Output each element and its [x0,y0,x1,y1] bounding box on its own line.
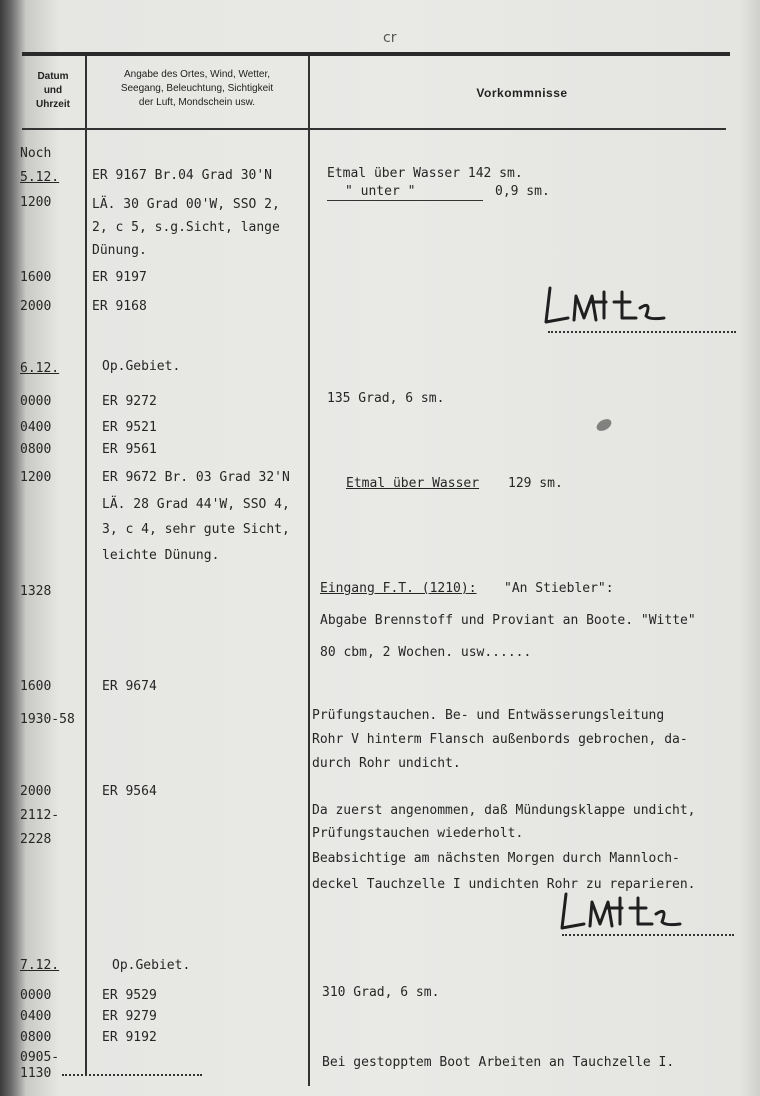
header-col2-line: Seegang, Beleuchtung, Sichtigkeit [120,83,274,94]
date-6-12: 6.12. [20,361,60,376]
page-mark: cr [383,30,397,46]
position-1600: ER 9674 [102,679,157,694]
etmal-value: 129 sm. [508,476,563,491]
event-line: durch Rohr undicht. [312,756,461,771]
ink-stain [595,417,614,434]
position-1200: ER 9672 Br. 03 Grad 32'N [102,470,290,485]
dotted-line [62,1074,202,1076]
etmal-under-value: 0,9 sm. [495,184,550,199]
time-1200: 1200 [20,470,52,485]
radio-message-body: 80 cbm, 2 Wochen. usw...... [320,645,532,660]
weather-line: 2, c 5, s.g.Sicht, lange [92,220,280,235]
time-1130: 1130 [20,1066,52,1081]
header-date-time [22,70,84,112]
radio-message-label: Eingang F.T. (1210): [320,581,477,596]
signature-witte [556,886,686,936]
time-2228: 2228 [20,832,52,847]
radio-message-recipient: "An Stiebler": [504,581,614,596]
location-op-gebiet: Op.Gebiet. [102,359,181,374]
event-line: Beabsichtige am nächsten Morgen durch Mannloch- [312,851,680,866]
time-2000: 2000 [20,784,52,799]
time-0905: 0905- [20,1050,60,1065]
time-1200: 1200 [20,195,52,210]
position-0800: ER 9561 [102,442,157,457]
header-col1-line: Datum [37,71,69,82]
etmal-under-label: " unter " [345,184,416,199]
time-2000: 2000 [20,299,52,314]
header-rule [22,128,726,130]
etmal-over-water: Etmal über Wasser 142 sm. [327,166,523,181]
position-0000: ER 9272 [102,394,157,409]
event-line: Rohr V hinterm Flansch außenbords gebrochen, da- [312,732,688,747]
header-col2-line: der Luft, Mondschein usw. [138,97,256,108]
weather-line: leichte Dünung. [102,548,220,563]
time-1600: 1600 [20,679,52,694]
position-5-12: ER 9167 Br.04 Grad 30'N [92,168,273,183]
time-0400: 0400 [20,420,52,435]
position-0800: ER 9192 [102,1030,157,1045]
signature-witte [540,278,670,328]
time-0400: 0400 [20,1009,52,1024]
event-line: Prüfungstauchen wiederholt. [312,826,524,841]
etmal-label: Etmal über Wasser [346,476,480,491]
top-rule [22,52,730,56]
radio-message-body: Abgabe Brennstoff und Proviant an Boote. "Witte" [320,613,696,628]
weather-line: LÄ. 30 Grad 00'W, SSO 2, [92,197,280,212]
header-col2-line: Angabe des Ortes, Wind, Wetter, [124,69,270,80]
course-speed: 135 Grad, 6 sm. [327,391,445,406]
time-0000: 0000 [20,394,52,409]
event-line: Prüfungstauchen. Be- und Entwässerungsleitung [312,708,665,723]
time-1600: 1600 [20,270,52,285]
weather-line: 3, c 4, sehr gute Sicht, [102,522,290,537]
header-location-weather [90,68,304,110]
time-0800: 0800 [20,1030,52,1045]
event-line: Bei gestopptem Boot Arbeiten an Tauchzelle I. [322,1055,675,1070]
etmal-underline [327,200,483,201]
position-0400: ER 9279 [102,1009,157,1024]
time-0800: 0800 [20,442,52,457]
position-2000: ER 9564 [102,784,157,799]
column-divider-1 [85,56,87,1076]
position-1600: ER 9197 [92,270,147,285]
weather-line: Dünung. [92,243,147,258]
location-op-gebiet: Op.Gebiet. [112,958,191,973]
event-line: Da zuerst angenommen, daß Mündungsklappe undicht, [312,803,696,818]
time-2112: 2112- [20,808,60,823]
header-col1-line: und [43,85,63,96]
signature-dotted-line [562,934,734,936]
position-0400: ER 9521 [102,420,157,435]
date-7-12: 7.12. [20,958,60,973]
time-1328: 1328 [20,584,52,599]
position-2000: ER 9168 [92,299,147,314]
column-divider-2 [308,56,310,1086]
time-0000: 0000 [20,988,52,1003]
date-5-12: 5.12. [20,170,60,185]
event-line: deckel Tauchzelle I undichten Rohr zu reparieren. [312,877,696,892]
header-events: Vorkommnisse [476,86,568,100]
noch-label: Noch [20,146,52,161]
time-1930-58: 1930-58 [20,712,75,727]
course-speed: 310 Grad, 6 sm. [322,985,440,1000]
header-col1-line: Uhrzeit [36,99,70,110]
signature-dotted-line [548,331,736,333]
weather-line: LÄ. 28 Grad 44'W, SSO 4, [102,497,290,512]
position-0000: ER 9529 [102,988,157,1003]
